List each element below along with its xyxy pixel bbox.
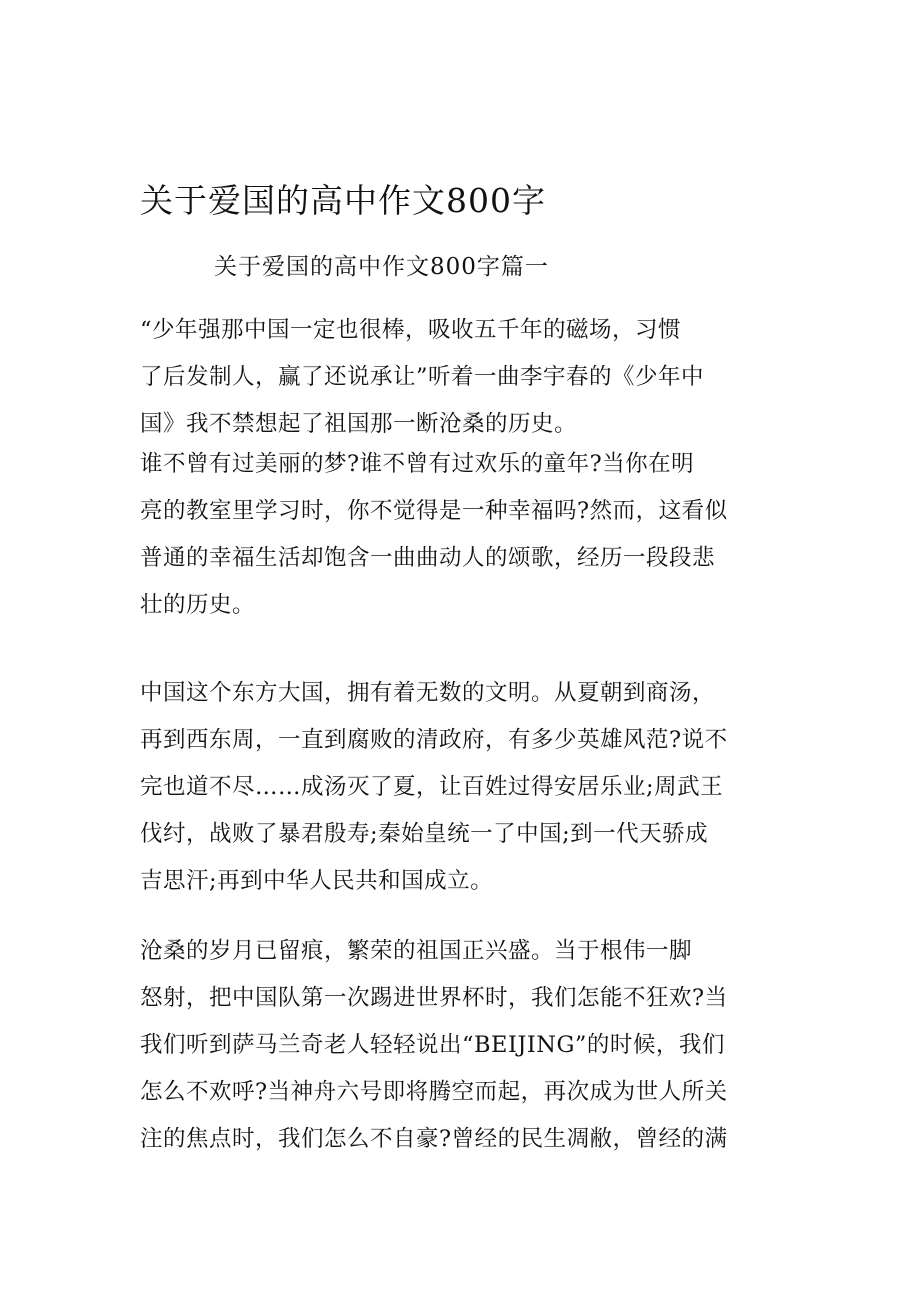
- paragraph-line: 我们听到萨马兰奇老人轻轻说出“BEIJING”的时候，我们: [140, 1032, 725, 1058]
- paragraph-line: 中国这个东方大国，拥有着无数的文明。从夏朝到商汤，: [140, 680, 716, 706]
- paragraph-2: [140, 441, 780, 629]
- paragraph-3: [140, 670, 780, 905]
- paragraph-line: 再到西东周，一直到腐败的清政府，有多少英雄风范?说不: [140, 727, 728, 753]
- paragraph-line: 普通的幸福生活却饱含一曲曲动人的颂歌，经历一段段悲: [140, 545, 716, 571]
- paragraph-line: 壮的历史。: [140, 592, 256, 618]
- paragraph-line: 沧桑的岁月已留痕，繁荣的祖国正兴盛。当于根伟一脚: [140, 938, 693, 964]
- paragraph-line: 怒射，把中国队第一次踢进世界杯时，我们怎能不狂欢?当: [140, 985, 728, 1011]
- paragraph-line: 亮的教室里学习时，你不觉得是一种幸福吗?然而，这看似: [140, 498, 728, 524]
- paragraph-line: “少年强那中国一定也很棒，吸收五千年的磁场，习惯: [140, 317, 682, 343]
- paragraph-line: 完也道不尽……成汤灭了夏，让百姓过得安居乐业;周武王: [140, 774, 724, 800]
- paragraph-4: [140, 928, 780, 1163]
- paragraph-line: 吉思汗;再到中华人民共和国成立。: [140, 868, 494, 894]
- document-title: 关于爱国的高中作文800字: [140, 181, 546, 220]
- paragraph-line: 伐纣，战败了暴君殷寿;秦始皇统一了中国;到一代天骄成: [140, 821, 709, 847]
- paragraph-line: 了后发制人，赢了还说承让”听着一曲李宇春的《少年中: [140, 364, 705, 390]
- paragraph-line: 谁不曾有过美丽的梦?谁不曾有过欢乐的童年?当你在明: [140, 451, 695, 477]
- document-subtitle: 关于爱国的高中作文800字篇一: [214, 254, 549, 280]
- paragraph-1: [140, 307, 780, 448]
- paragraph-line: 注的焦点时，我们怎么不自豪?曾经的民生凋敝，曾经的满: [140, 1126, 728, 1152]
- paragraph-line: 怎么不欢呼?当神舟六号即将腾空而起，再次成为世人所关: [140, 1079, 728, 1105]
- paragraph-line: 国》我不禁想起了祖国那一断沧桑的历史。: [140, 411, 578, 437]
